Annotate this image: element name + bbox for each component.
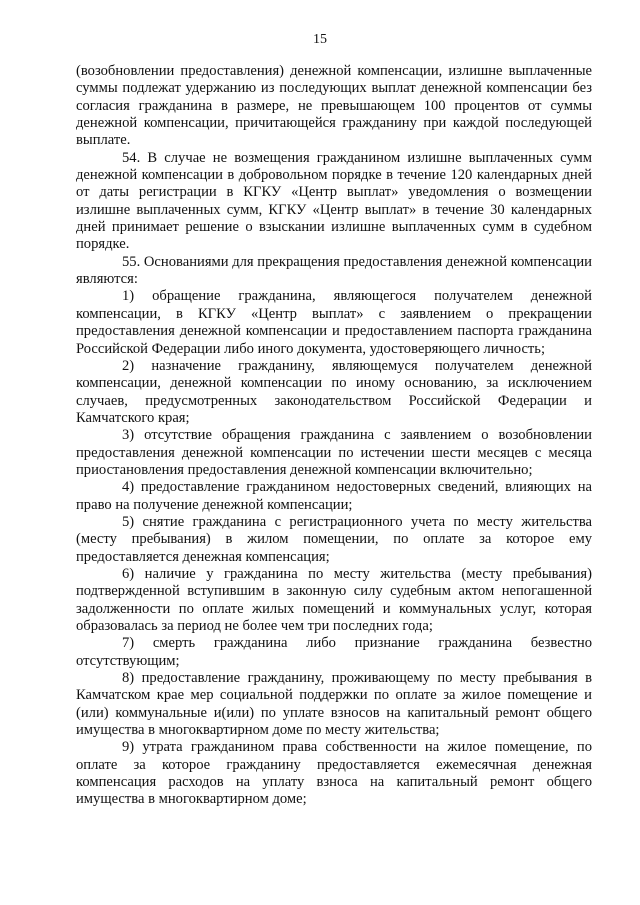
list-item-2: 2) назначение гражданину, являющемуся получателем денежной компенсации, денежной компенсации по иному основанию, за исключением случаев, предусмотренных законодательством Российской Федерации и Камчатского края; — [76, 357, 592, 426]
list-item-5: 5) снятие гражданина с регистрационного учета по месту жительства (месту пребывания) в жилом помещении, по оплате за которое ему предоставляется денежная компенсация; — [76, 513, 592, 565]
paragraph-item-55: 55. Основаниями для прекращения предоставления денежной компенсации являются: — [76, 253, 592, 288]
list-item-3: 3) отсутствие обращения гражданина с заявлением о возобновлении предоставления денежной компенсации по истечении шести месяцев с месяца приостановления предоставления денежной компенсации включительно; — [76, 427, 592, 478]
page-number: 15 — [313, 32, 327, 47]
list-item-1: 1) обращение гражданина, являющегося получателем денежной компенсации, в КГКУ «Центр выплат» с заявлением о прекращении предоставления денежной компенсации и предоставлением паспорта гражданина Российской Федерации либо иного документа, удостоверяющего личность; — [76, 288, 592, 357]
paragraph-item-54: 54. В случае не возмещения гражданином излишне выплаченных сумм денежной компенсации в добровольном порядке в течение 120 календарных дней от даты регистрации в КГКУ «Центр выплат» уведомления о возмещении излишне выплаченных сумм, КГКУ «Центр выплат» в течение 30 календарных дней принимает решение о взыскании излишне выплаченных сумм в судебном порядке. — [76, 149, 592, 253]
paragraph-continuation: (возобновлении предоставления) денежной компенсации, излишне выплаченные суммы подлежат удержанию из последующих выплат денежной компенсации без согласия гражданина в размере, не превышающем 100 процентов от суммы денежной компенсации, причитающейся гражданину при каждой последующей выплате. — [76, 63, 592, 149]
list-item-8: 8) предоставление гражданину, проживающему по месту пребывания в Камчатском крае мер социальной поддержки по оплате за жилое помещение и (или) коммунальные и(или) по уплате взносов на капитальный ремонт общего имущества в многоквартирном доме по месту жительства; — [76, 670, 592, 739]
document-body — [76, 63, 592, 809]
list-item-7: 7) смерть гражданина либо признание гражданина безвестно отсутствующим; — [76, 635, 592, 669]
list-item-9: 9) утрата гражданином права собственности на жилое помещение, по оплате за которое гражданину предоставляется ежемесячная денежная компенсация расходов на уплату взноса на капитальный ремонт общего имущества в многоквартирном доме; — [76, 739, 592, 808]
list-item-6: 6) наличие у гражданина по месту жительства (месту пребывания) подтвержденной вступившим в законную силу судебным актом непогашенной задолженности по оплате жилых помещений и коммунальных услуг, которая образовалась за период не более чем три последних года; — [76, 565, 592, 634]
list-item-4: 4) предоставление гражданином недостоверных сведений, влияющих на право на получение денежной компенсации; — [76, 479, 592, 513]
